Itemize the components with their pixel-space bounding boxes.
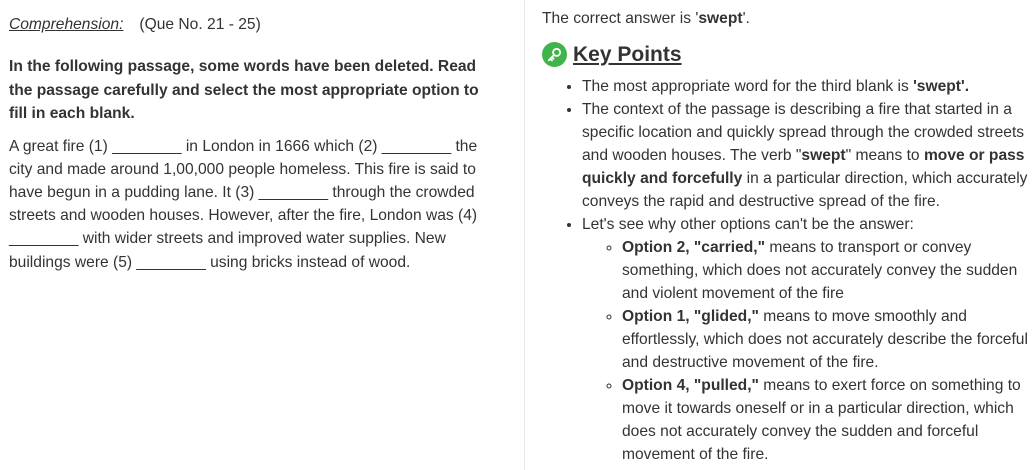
list-item [582, 75, 1033, 98]
key-points-title: Key Points [573, 42, 682, 66]
option-item [622, 305, 1033, 374]
passage: A great fire (1) ________ in London in 1666 which (2) ________ the city and made around 1,00,000 people homeless. This fire is said to have begun in a pudding lane. It (3) ________ through the crowded streets and wooden houses. However, after the fire, London was (4) ________ with wider streets and improved water supplies. New buildings were (5) ________ using bricks instead of wood. [9, 137, 478, 271]
key-icon [542, 42, 567, 67]
answer-prefix: The correct answer is ' [542, 10, 699, 27]
comprehension-header [9, 14, 498, 36]
question-range: (Que No. 21 - 25) [139, 16, 261, 33]
key-points-header [542, 42, 1033, 67]
instructions: In the following passage, some words have been deleted. Read the passage carefully and select the most appropriate option to fill in each blank. [9, 58, 479, 122]
point-text: Let's see why other options can't be the answer: [582, 216, 914, 233]
option-text: means to transport or convey something, which does not accurately convey the sudden and violent movement of the fire [622, 239, 1018, 302]
option-label: Option 1, "glided," [622, 308, 759, 325]
option-label: Option 4, "pulled," [622, 377, 759, 394]
comprehension-label: Comprehension: [9, 16, 124, 33]
option-item [622, 236, 1033, 305]
answer-suffix: '. [742, 10, 750, 27]
correct-answer-line [542, 8, 1033, 29]
answer-word: swept [698, 10, 743, 27]
option-label: Option 2, "carried," [622, 239, 766, 256]
key-points-list [542, 75, 1033, 466]
point-text: The context of the passage is describing a fire that started in a specific location and quickly spread through the crowded streets and wooden houses. The verb " [582, 101, 1025, 164]
list-item [582, 98, 1033, 213]
point-bold: move or pass quickly and forcefully [582, 147, 1025, 187]
point-text: The most appropriate word for the third blank is [582, 78, 914, 95]
point-text: " means to [845, 147, 924, 164]
solution-panel [526, 0, 1033, 470]
point-bold: swept [801, 147, 846, 164]
options-list [582, 236, 1033, 466]
list-item [582, 213, 1033, 466]
point-text: in a particular direction, which accurately conveys the rapid and destructive spread of the fire. [582, 170, 1028, 210]
option-text: means to exert force on something to move it towards oneself or in a particular direction, which does not accurately convey the sudden and forceful movement of the fire. [622, 377, 1021, 463]
option-text: means to move smoothly and effortlessly, which does not accurately describe the forceful and destructive movement of the fire. [622, 308, 1028, 371]
point-bold: 'swept'. [913, 78, 970, 95]
option-item [622, 374, 1033, 466]
